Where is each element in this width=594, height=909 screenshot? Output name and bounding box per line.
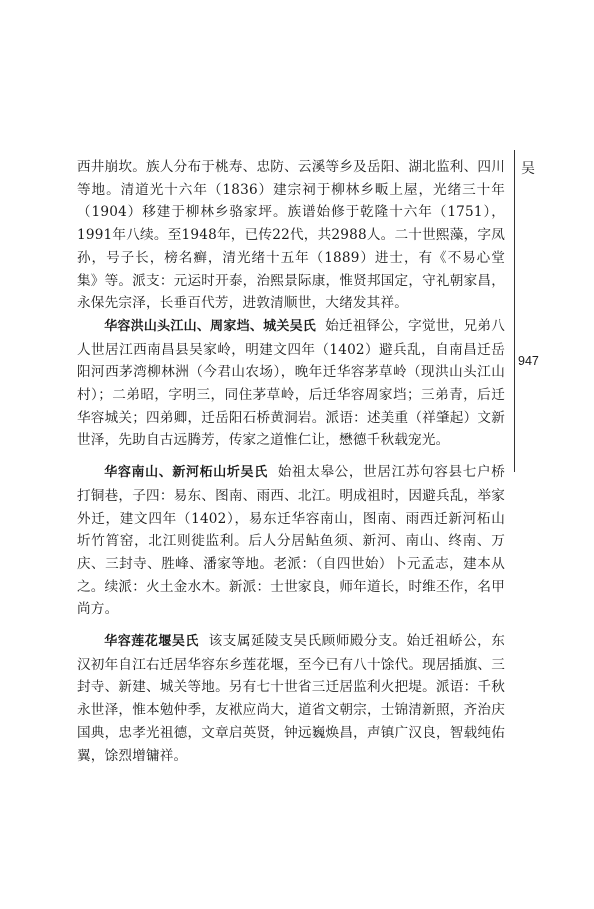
running-head-surname: 吴 <box>521 161 535 177</box>
paragraph-text: 该支属延陵支吴氏顾师殿分支。始迁祖峤公，东汉初年自江右迁居华容东乡莲花堰，至今已有八十馀代。现居插旗、三封寺、新建、城关等地。另有七十世省三迁居监利火把堤。派语：千秋永世泽，惟本勉仲季，友袱应尚大，道省文朝宗，士锦清新照，齐治庆国典，忠孝光祖德，文章启英贤，钟远巍焕昌，声镇广汉良，智载纯佑翼，馀烈增镛祥。 <box>77 633 506 764</box>
paragraph-text: 始迁祖铎公，字觉世，兄弟八人世居江西南昌县吴家岭，明建文四年（1402）避兵乱，自南昌迁岳阳河西茅湾柳林洲（今君山农场），晚年迁华容茅草岭（现洪山头江山村）；二弟昭，字明三，同住茅草岭，后迁华容周家垱；三弟青，后迁华容城关；四弟卿，迁岳阳石桥黄洞岩。派语：述美重（祥肇起）文新世泽，先助自古远腾芳，传家之道惟仁让，懋德千秋载宠光。 <box>77 317 505 449</box>
section-heading: 华容莲花堰吴氏 <box>104 634 199 650</box>
margin-rule <box>514 150 515 472</box>
section-heading: 华容洪山头江山、周家垱、城关吴氏 <box>104 318 317 334</box>
paragraph-huarong-nanshan <box>77 461 505 621</box>
paragraph-text: 始祖太皋公，世居江苏句容县七户桥打铜巷，子四：易东、图南、雨西、北江。明成祖时，因避兵乱，举家外迁，建文四年（1402），易东迁华容南山，图南、雨西迁新河柘山圻竹筲窑，北江则徙监利。后人分居鲇鱼须、新河、南山、终南、万庆、三封寺、胜峰、潘家等地。老派：（自四世始）卜元孟志，建本从之。续派：火土金水木。新派：士世家良，师年道长，时维丕作，名甲尚方。 <box>77 464 505 618</box>
paragraph-huarong-lianhuayan <box>77 630 505 767</box>
paragraph-spacer <box>77 452 505 461</box>
section-heading: 华容南山、新河柘山圻吴氏 <box>104 465 268 481</box>
page-number: 947 <box>518 354 539 368</box>
paragraph-continued <box>77 156 505 315</box>
paragraph-spacer <box>77 621 505 630</box>
paragraph-text: 西井崩坎。族人分布于桃寿、忠防、云溪等乡及岳阳、湖北监利、四川等地。清道光十六年（1836）建宗祠于柳林乡畈上屋，光绪三十年（1904）移建于柳林乡骆家坪。族谱始修于乾隆十六年（1751），1991年八续。至1948年，已传22代，共2988人。二十世熙藻，字凤孙，号子长，榜名癣，清光绪十五年（1889）进士，有《不易心堂集》等。派支：元运时开泰，治熙景际康，惟贤邦国定，守礼朝家昌，永保先宗泽，长垂百代芳，进敦清顺世，大绪发其祥。 <box>77 159 505 312</box>
body-text <box>77 156 505 767</box>
paragraph-huarong-hongshantou <box>77 315 505 452</box>
